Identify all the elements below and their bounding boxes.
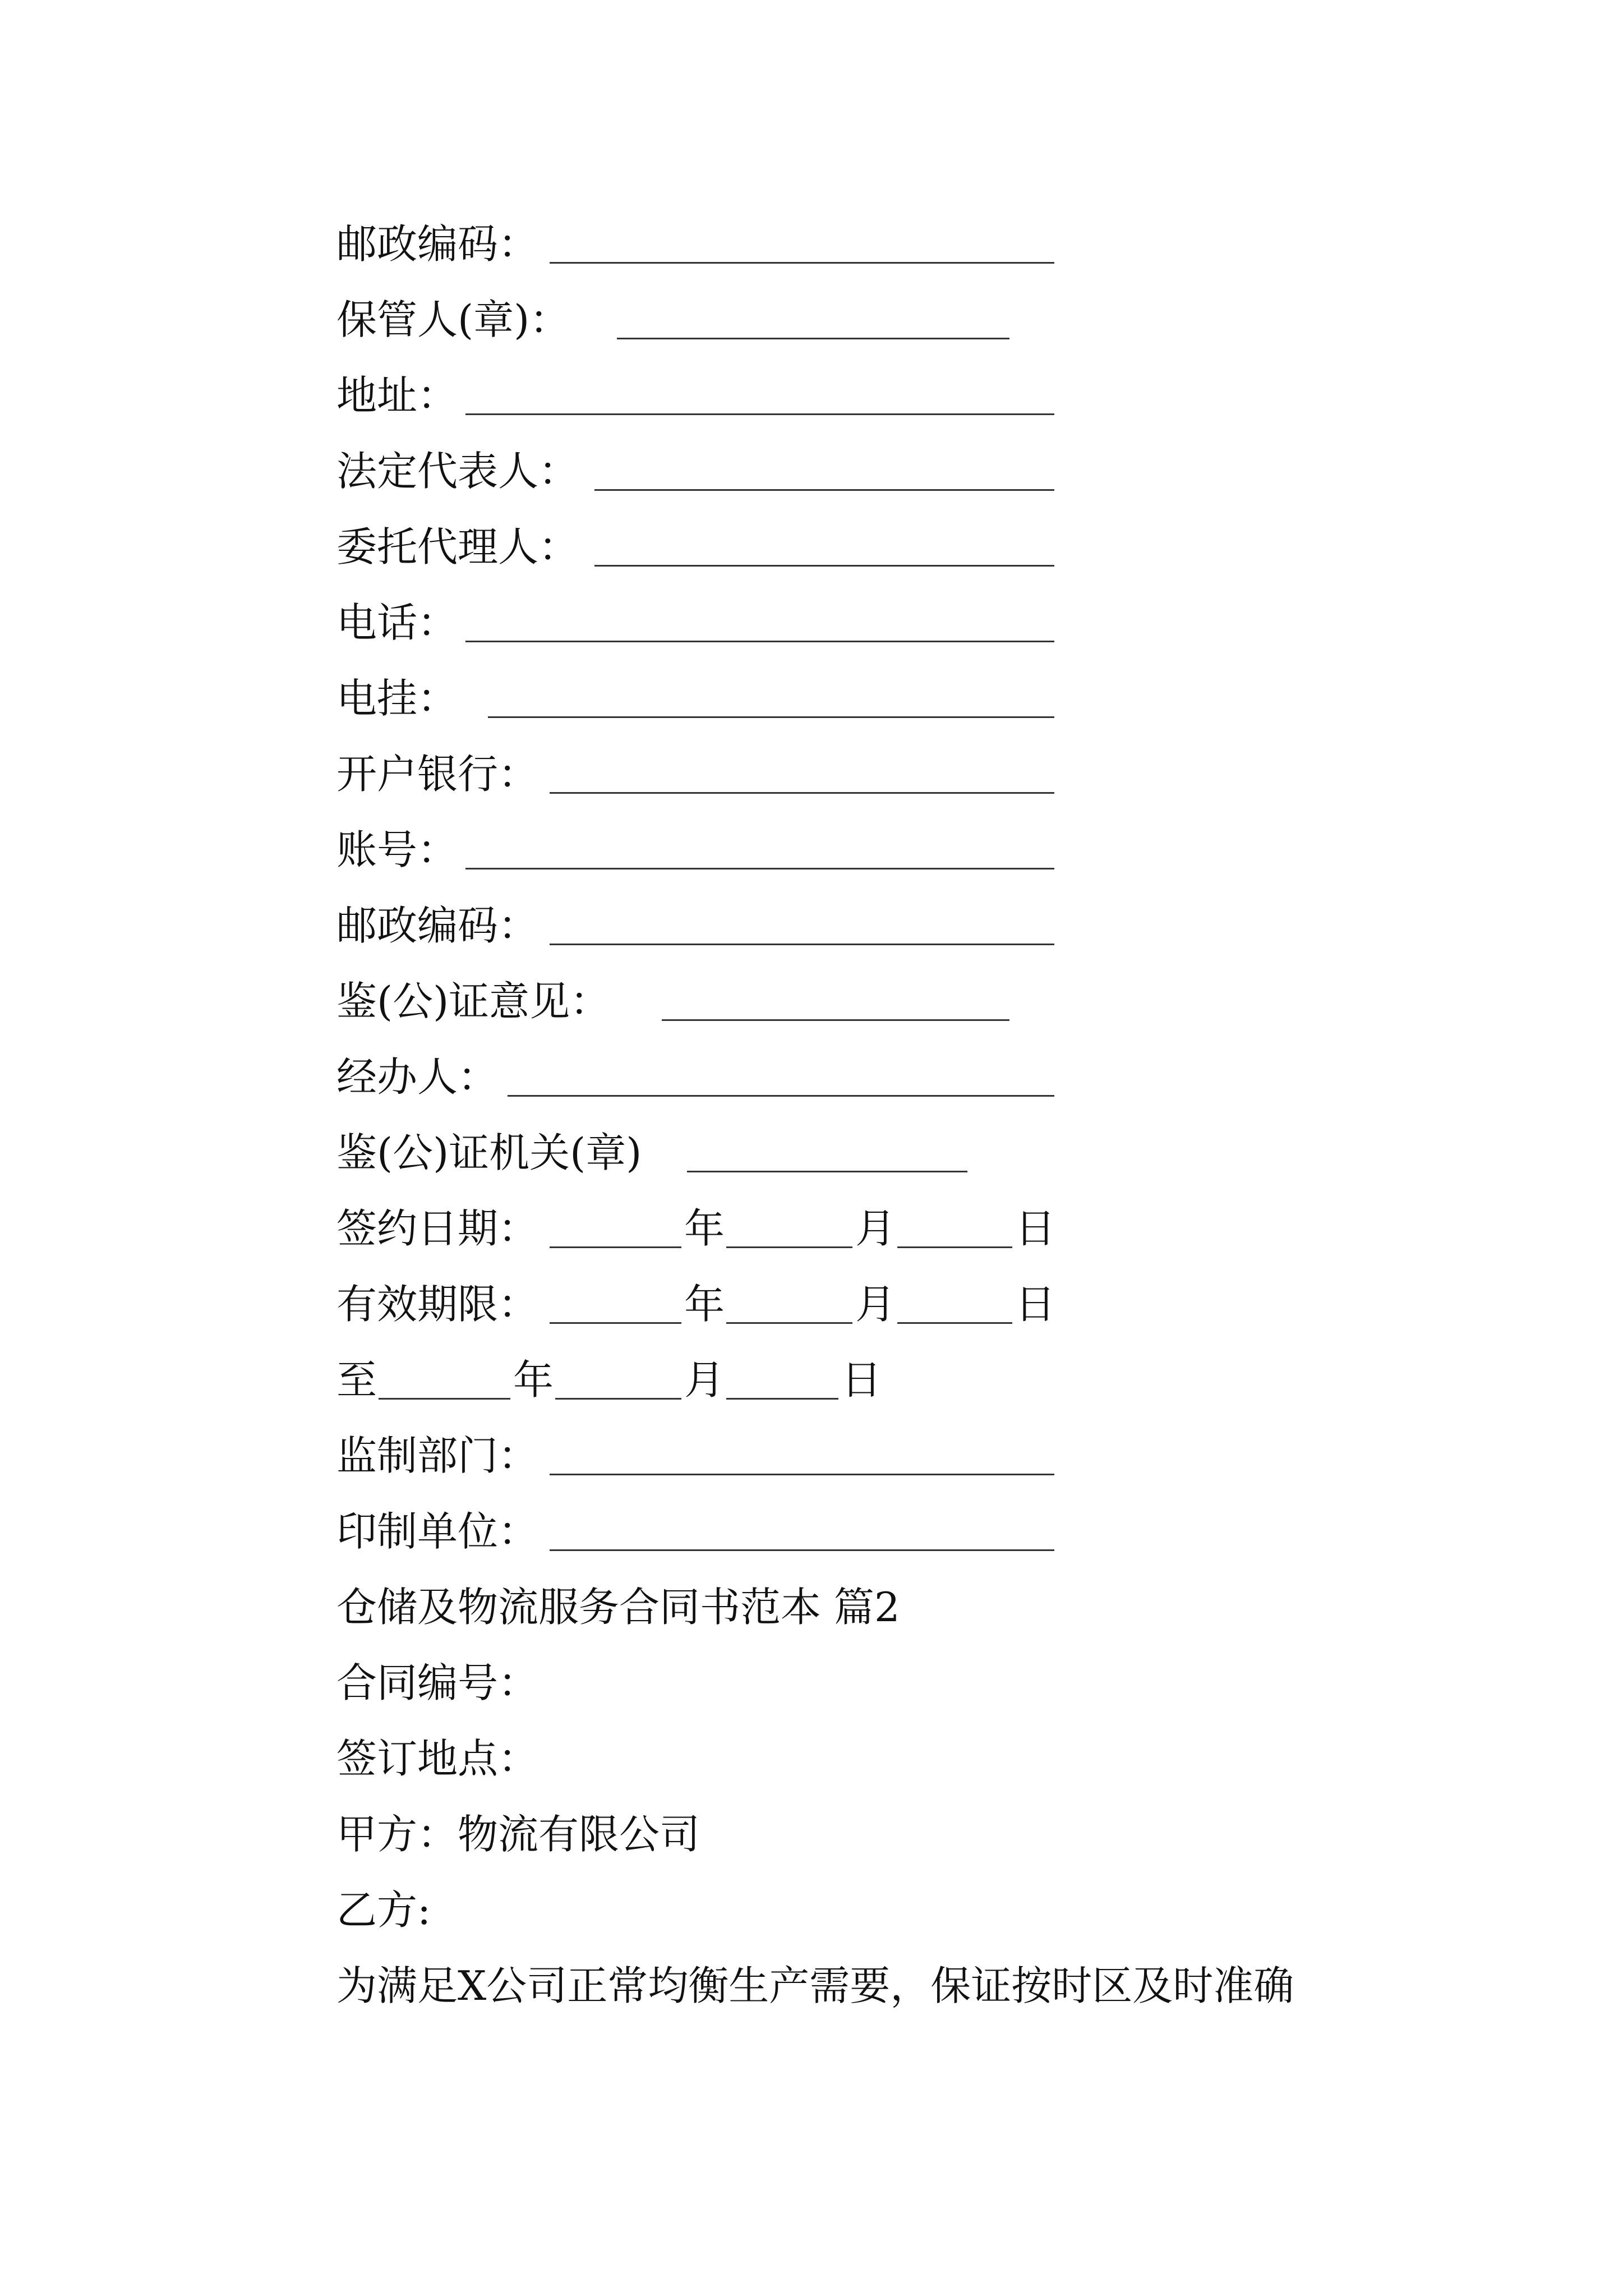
custodian-seal-field (336, 286, 570, 353)
valid-period-label: 有效期限： (336, 1281, 539, 1328)
agent-blank (594, 565, 1054, 567)
valid-period-day-blank (897, 1322, 1012, 1324)
valid-period-month-label: 月 (855, 1281, 896, 1328)
telegram-label: 电挂： (336, 675, 458, 722)
printer-blank (550, 1549, 1054, 1551)
printer-label: 印制单位： (336, 1508, 539, 1555)
sign-date-year-label: 年 (684, 1205, 725, 1252)
sign-date-year-blank (550, 1246, 681, 1248)
account-blank (465, 868, 1054, 869)
valid-until-day-blank (726, 1398, 838, 1400)
sign-date-month-label: 月 (855, 1205, 896, 1252)
postal-code-blank (550, 262, 1054, 264)
postal-code-blank-2 (550, 944, 1054, 945)
party-a-line: 甲方：物流有限公司 (336, 1811, 700, 1858)
address-field (336, 362, 458, 429)
legal-rep-label: 法定代表人： (336, 448, 579, 495)
handler-field (336, 1043, 498, 1111)
notary-opinion-field (336, 968, 610, 1035)
supervisor-label: 监制部门： (336, 1432, 539, 1479)
section-title: 仓储及物流服务合同书范本 篇2 (336, 1584, 900, 1631)
custodian-seal-blank (617, 338, 1009, 339)
valid-until-field (336, 1346, 882, 1414)
phone-blank (465, 641, 1054, 642)
address-blank (465, 413, 1054, 415)
handler-blank (508, 1095, 1054, 1097)
sign-date-day-label: 日 (1015, 1205, 1056, 1252)
postal-code-field-2 (336, 892, 538, 959)
phone-field (336, 589, 458, 656)
agent-field (336, 513, 579, 581)
supervisor-field (336, 1422, 538, 1489)
valid-until-month-label: 月 (684, 1356, 725, 1404)
postal-code-label: 邮政编码： (336, 220, 539, 268)
custodian-seal-label: 保管人(章)： (336, 296, 570, 343)
valid-until-year-label: 年 (513, 1356, 554, 1404)
legal-rep-field (336, 438, 579, 505)
telegram-blank (488, 716, 1054, 718)
agent-label: 委托代理人： (336, 523, 579, 570)
valid-period-year-blank (550, 1322, 681, 1324)
sign-date-month-blank (726, 1246, 852, 1248)
notary-office-field (336, 1119, 642, 1186)
valid-until-month-blank (555, 1398, 681, 1400)
sign-place-label: 签订地点： (336, 1735, 539, 1782)
valid-period-field (336, 1271, 1056, 1338)
valid-until-day-label: 日 (841, 1356, 882, 1404)
valid-until-year-blank (379, 1398, 510, 1400)
sign-date-day-blank (897, 1246, 1012, 1248)
sign-date-field (336, 1195, 1056, 1262)
address-label: 地址： (336, 372, 458, 419)
postal-code-label-2: 邮政编码： (336, 902, 539, 949)
notary-office-blank (687, 1171, 967, 1172)
telegram-field (336, 665, 458, 732)
bank-label: 开户银行： (336, 751, 539, 798)
notary-office-label: 鉴(公)证机关(章) (336, 1129, 642, 1176)
bank-blank (550, 792, 1054, 794)
phone-label: 电话： (336, 599, 458, 646)
notary-opinion-label: 鉴(公)证意见： (336, 978, 611, 1025)
sign-date-label: 签约日期： (336, 1205, 539, 1252)
bank-field (336, 740, 538, 808)
valid-until-label: 至 (336, 1356, 377, 1404)
notary-opinion-blank (662, 1019, 1009, 1021)
account-field (336, 816, 458, 884)
body-paragraph: 为满足X公司正常均衡生产需要，保证按时区及时准确 (336, 1962, 1294, 2009)
party-b-line: 乙方: (336, 1887, 431, 1934)
valid-period-month-blank (726, 1322, 852, 1324)
postal-code-field (336, 210, 538, 278)
supervisor-blank (550, 1474, 1054, 1475)
account-label: 账号： (336, 826, 458, 873)
valid-period-year-label: 年 (684, 1281, 725, 1328)
valid-period-day-label: 日 (1015, 1281, 1056, 1328)
handler-label: 经办人： (336, 1053, 499, 1101)
legal-rep-blank (594, 489, 1054, 491)
contract-number-label: 合同编号： (336, 1659, 539, 1706)
printer-field (336, 1498, 538, 1565)
